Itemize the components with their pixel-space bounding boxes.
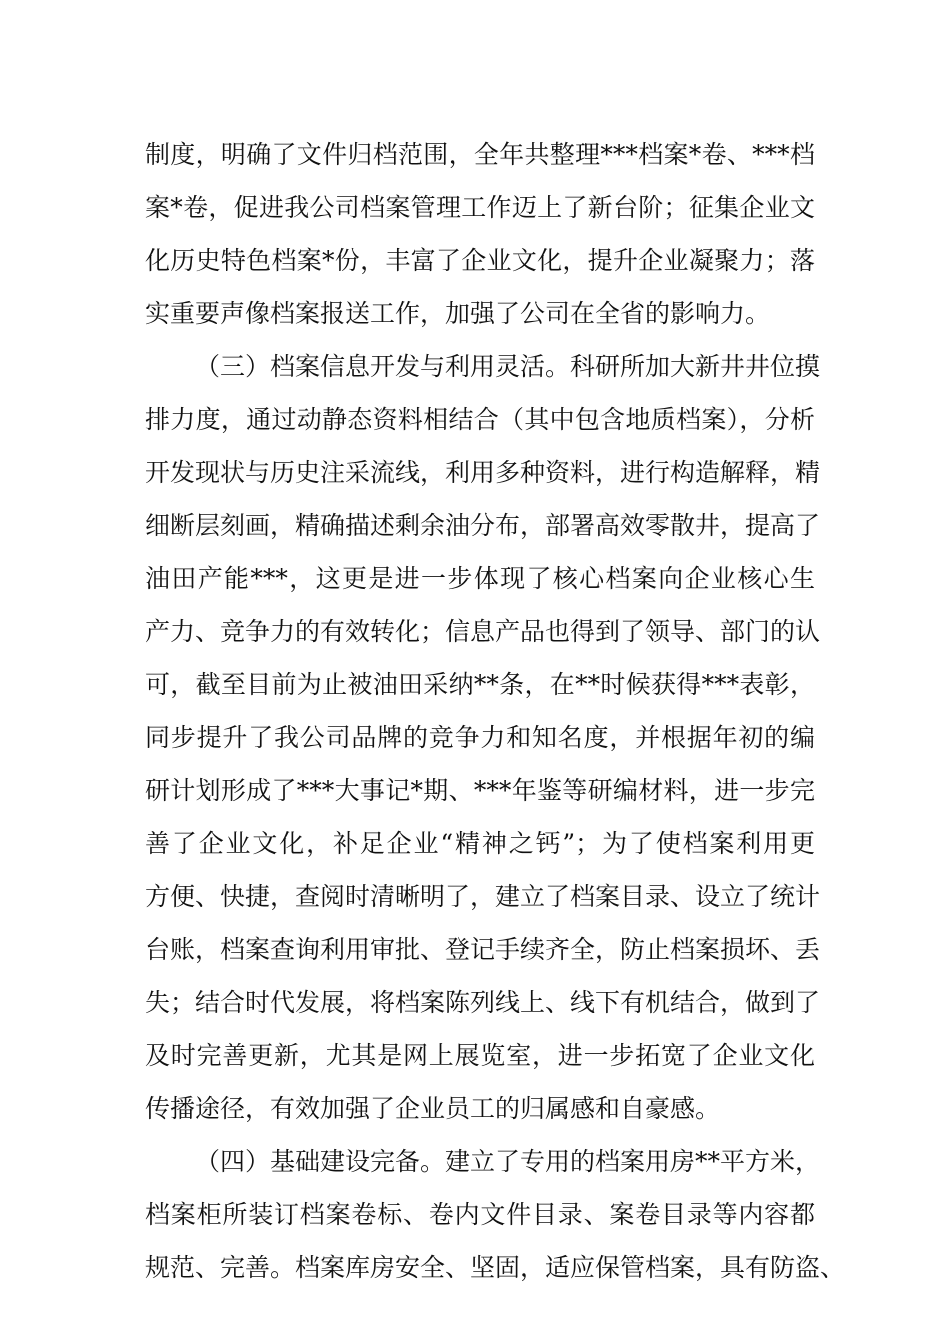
text-line: 同步提升了我公司品牌的竞争力和知名度，并根据年初的编 xyxy=(145,723,815,752)
text-line: 方便、快捷，查阅时清晰明了，建立了档案目录、设立了统计 xyxy=(145,882,821,911)
text-line: 油田产能***，这更是进一步体现了核心档案向企业核心生 xyxy=(145,564,815,593)
text-line: 开发现状与历史注采流线，利用多种资料，进行构造解释，精 xyxy=(145,458,821,487)
text-line: 排力度，通过动静态资料相结合（其中包含地质档案），分析 xyxy=(145,405,815,434)
section-heading-line: （三）档案信息开发与利用灵活。科研所加大新井井位摸 xyxy=(195,352,821,381)
text-line: 案*卷，促进我公司档案管理工作迈上了新台阶；征集企业文 xyxy=(145,193,815,222)
text-line: 研计划形成了***大事记*期、***年鉴等研编材料，进一步完 xyxy=(145,776,815,805)
text-line: 可，截至目前为止被油田采纳**条，在**时候获得***表彰， xyxy=(145,670,815,699)
text-line: 失；结合时代发展，将档案陈列线上、线下有机结合，做到了 xyxy=(145,988,821,1017)
text-line: 档案柜所装订档案卷标、卷内文件目录、案卷目录等内容都 xyxy=(145,1200,815,1229)
text-line: 细断层刻画，精确描述剩余油分布，部署高效零散井，提高了 xyxy=(145,511,821,540)
text-line: 规范、完善。档案库房安全、坚固，适应保管档案，具有防盗、 xyxy=(145,1253,846,1282)
text-line: 产力、竞争力的有效转化；信息产品也得到了领导、部门的认 xyxy=(145,617,821,646)
text-line: 实重要声像档案报送工作，加强了公司在全省的影响力。 xyxy=(145,299,771,328)
text-line: 善了企业文化，补足企业“精神之钙”；为了使档案利用更 xyxy=(145,829,815,858)
text-line: 制度，明确了文件归档范围，全年共整理***档案*卷、***档 xyxy=(145,140,815,169)
section-heading-line: （四）基础建设完备。建立了专用的档案用房**平方米， xyxy=(195,1147,821,1176)
text-line: 台账，档案查询利用审批、登记手续齐全，防止档案损坏、丢 xyxy=(145,935,821,964)
text-line: 及时完善更新，尤其是网上展览室，进一步拓宽了企业文化 xyxy=(145,1041,815,1070)
text-line: 传播途径，有效加强了企业员工的归属感和自豪感。 xyxy=(145,1094,721,1123)
text-line: 化历史特色档案*份，丰富了企业文化，提升企业凝聚力；落 xyxy=(145,246,815,275)
